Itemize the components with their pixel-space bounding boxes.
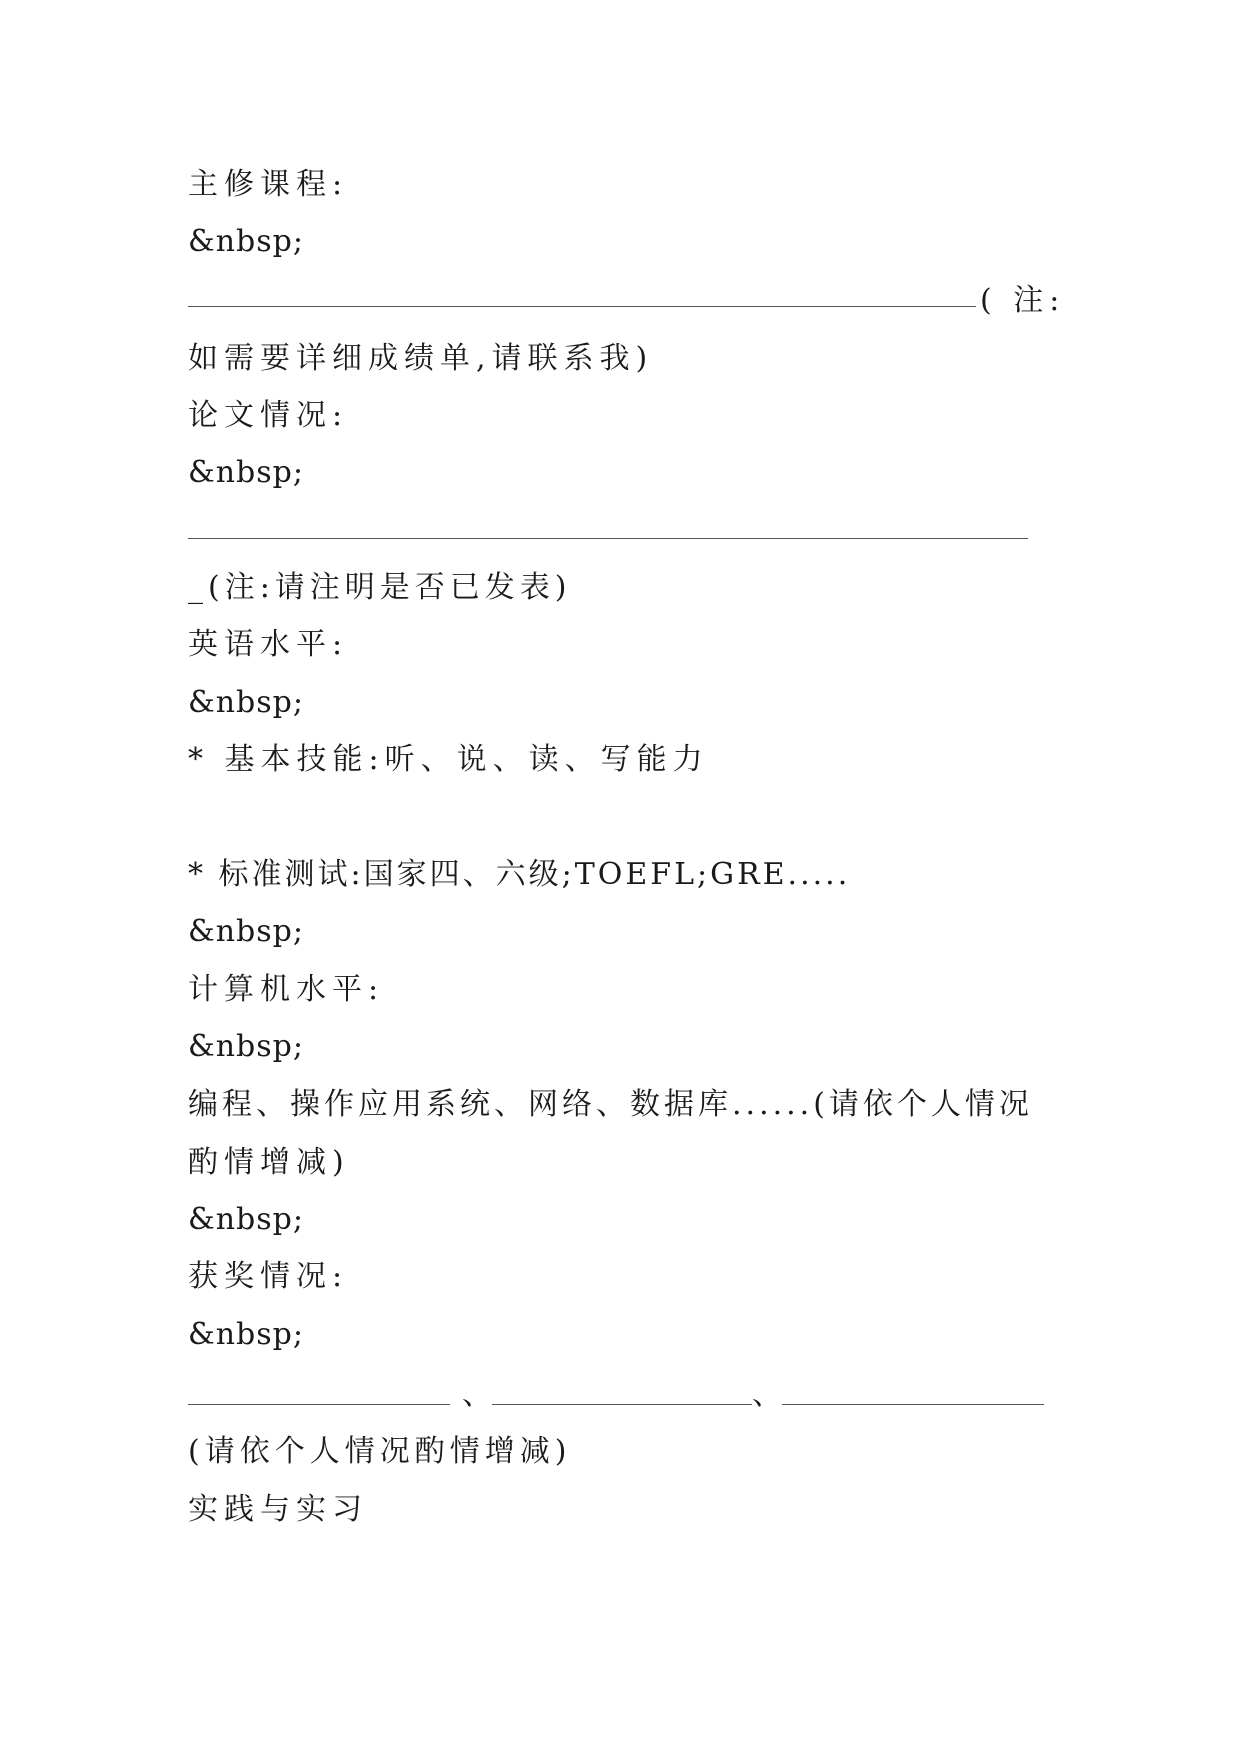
nbsp-text: &nbsp; (188, 455, 304, 490)
nbsp-text: &nbsp; (188, 1029, 304, 1064)
award-separator: 、 (752, 1377, 788, 1412)
award-blank-line-3 (782, 1404, 1044, 1405)
courses-note-start: ( 注: (980, 283, 1066, 318)
nbsp-text: &nbsp; (188, 1202, 304, 1237)
computer-skills-line1: 编程、操作应用系统、网络、数据库......(请依个人情况 (188, 1087, 1033, 1122)
courses-label: 主修课程: (188, 167, 349, 202)
english-basic-skills: * 基本技能:听、说、读、写能力 (188, 742, 709, 777)
english-standard-tests: * 标准测试:国家四、六级;TOEFL;GRE..... (188, 857, 851, 892)
awards-label: 获奖情况: (188, 1259, 349, 1294)
thesis-label: 论文情况: (188, 398, 349, 433)
thesis-blank-line (188, 538, 1028, 539)
nbsp-text: &nbsp; (188, 1317, 304, 1352)
computer-skills-line2: 酌情增减) (188, 1145, 350, 1180)
award-separator: 、 (462, 1377, 498, 1412)
nbsp-text: &nbsp; (188, 224, 304, 259)
nbsp-text: &nbsp; (188, 685, 304, 720)
awards-note: (请依个人情况酌情增减) (188, 1434, 572, 1469)
thesis-note: _(注:请注明是否已发表) (188, 570, 572, 605)
practice-label: 实践与实习 (188, 1492, 368, 1527)
english-label: 英语水平: (188, 627, 349, 662)
award-blank-line-1 (188, 1404, 450, 1405)
nbsp-text: &nbsp; (188, 914, 304, 949)
courses-blank-line (188, 306, 976, 307)
courses-note-end: 如需要详细成绩单,请联系我) (188, 341, 654, 376)
computer-label: 计算机水平: (188, 972, 385, 1007)
award-blank-line-2 (492, 1404, 752, 1405)
